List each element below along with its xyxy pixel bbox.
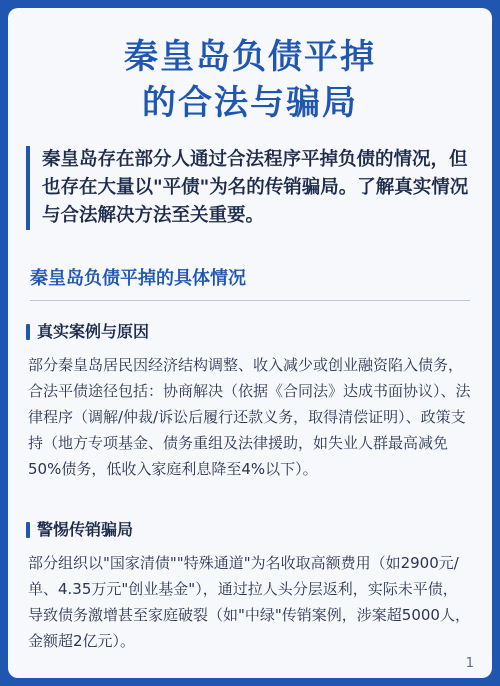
title-line-2: 的合法与骗局 (142, 83, 358, 123)
section-divider (30, 300, 470, 301)
title-line-1: 秦皇岛负债平掉 (124, 37, 376, 77)
subheading-real-cases (26, 320, 149, 344)
lead-paragraph: 秦皇岛存在部分人通过合法程序平掉负债的情况，但也存在大量以"平债"为名的传销骗局。了解真实情况与合法解决方法至关重要。 (26, 146, 474, 230)
document-page (8, 8, 492, 678)
paragraph-scam-warning: 部分组织以"国家清债""特殊通道"为名收取高额费用（如2900元/单、4.35万元"创业基金"），通过拉人头分层返利，实际未平债，导致债务激增甚至家庭破裂（如"中绿"传销案例，涉案超5000人，金额超2亿元）。 (28, 554, 470, 650)
subheading-text: 警惕传销骗局 (37, 520, 134, 539)
subheading-text: 真实案例与原因 (37, 322, 150, 341)
paragraph-real-cases: 部分秦皇岛居民因经济结构调整、收入减少或创业融资陷入债务，合法平债途径包括：协商解决（依据《合同法》达成书面协议）、法律程序（调解/仲裁/诉讼后履行还款义务，取得清偿证明）、政策支持（地方专项基金、债务重组及法律援助，如失业人群最高减免50%债务，低收入家庭利息降至4%以下）。 (28, 356, 471, 478)
accent-bar-icon (26, 522, 30, 538)
accent-bar-icon (26, 324, 30, 340)
page-title (8, 8, 492, 126)
section-title: 秦皇岛负债平掉的具体情况 (30, 268, 246, 289)
page-number: 1 (465, 656, 474, 671)
subheading-scam-warning (26, 518, 133, 542)
